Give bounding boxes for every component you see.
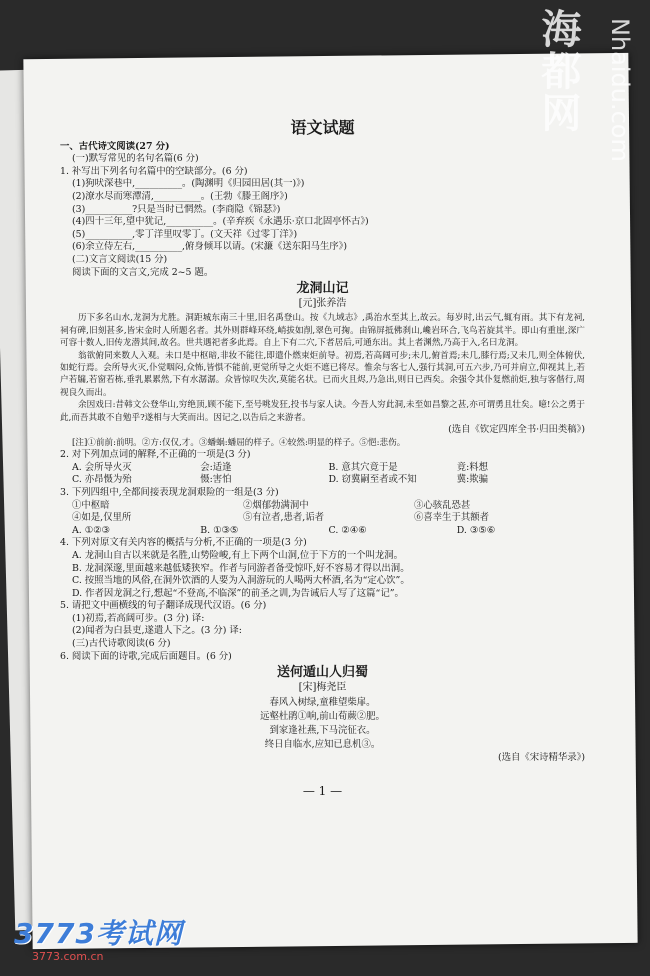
q2-row <box>60 474 585 487</box>
q3-choice: A. ①②③ <box>72 524 110 536</box>
poem-line: 春风入树绿,童稚望柴扉。 <box>269 697 376 709</box>
passage-title: 龙洞山记 <box>296 281 349 297</box>
poem-line: 远壑杜鹃①响,前山荀蕨②肥。 <box>260 711 385 723</box>
q2-option-d: D. 窃冀嗣至者或不知 <box>328 474 417 486</box>
q4-option: C. 按照当地的风俗,在洞外饮酒的人要为入洞游玩的人喝两大杯酒,名为“定心饮”。 <box>72 575 410 587</box>
q3-choices <box>60 525 585 538</box>
q4-option: D. 作者因龙洞之行,想起“不登高,不临深”的前圣之训,为告诫后人写了这篇“记”。 <box>72 587 404 599</box>
q1-item: (1)狗吠深巷中,__________。(陶渊明《归园田居(其一)》) <box>72 178 305 190</box>
question-5: 5. 请把文中画横线的句子翻译成现代汉语。(6 分) <box>60 600 267 612</box>
question-4: 4. 下列对原文有关内容的概括与分析,不正确的一项是(3 分) <box>60 537 307 549</box>
passage-author: [元]张养浩 <box>298 297 347 309</box>
poem-source: (选自《宋诗精华录》) <box>498 752 585 764</box>
watermark-cn: 海都网 <box>535 8 581 134</box>
q5-item: (1)初焉,若高阔可步。(3 分) 译: <box>72 612 205 624</box>
watermark-en: Nhaidu.com <box>606 18 634 162</box>
q3-item: ③心骇乱恐甚 <box>414 499 471 511</box>
q3-choice: C. ②④⑥ <box>328 524 367 536</box>
passage-paragraph: 余因戏曰:昔韩文公登华山,穷绝顶,顾不能下,至号咷发狂,投书与家人诀。今吾人穷此洞,未至如昌黎之甚,亦可谓勇且壮矣。噫!公之勇于此,而吾其敢不自勉乎?遂相与大笑而出。因记之,以告后之来游者。 <box>60 400 585 423</box>
poem-title: 送何遁山人归蜀 <box>276 665 368 681</box>
q2-option-c-gloss: 慑:害怕 <box>200 474 232 486</box>
q3-item: ⑤有泣者,患者,诟者 <box>243 512 324 524</box>
section-heading: 一、古代诗文阅读(27 分) <box>60 140 170 152</box>
question-1: 1. 补写出下列名句名篇中的空缺部分。(6 分) <box>60 165 248 177</box>
q3-item: ④如是,仅里所 <box>72 512 132 524</box>
page-number: — 1 — <box>302 784 343 799</box>
logo-main-text: 3773考试网 <box>14 917 183 950</box>
passage-paragraph: 翁欲俯同来数人入观。未口是中枢暗,非妆不能往,即遣仆燃束炬前导。初焉,若高阔可步;未几,俯首焉;未几,膝行焉;又未几,则全体俯伏,如蛇行焉。会所导火灭,仆觉咽闷,众怖,皆惧不能前,更觉所导之火炬不遮已将尽。惟余与客七人,强行其洞,可五六步,乃可并肩立,仰视其上,若户若牖,若窗若栋,垂乳累累然,下有水潺潺。众皆惊叹失次,莫能名状。已而火且烬,乃急出,则日已西矣。余强令其仆复燃前炬,独与客偕行,周视良久而出。 <box>60 350 585 398</box>
q1-item: (2)潦水尽而寒潭清,__________。(王勃《滕王阁序》) <box>72 190 288 202</box>
poem-line: 到家逢社燕,下马浣征衣。 <box>269 725 376 737</box>
question-3: 3. 下列四组中,全都间接表现龙洞艰险的一组是(3 分) <box>60 486 279 498</box>
q2-option-b-gloss: 竟:料想 <box>456 461 489 473</box>
passage-source: (选自《钦定四库全书·归田类稿》) <box>448 423 585 435</box>
question-2: 2. 对下列加点词的解释,不正确的一项是(3 分) <box>60 449 251 461</box>
q3-row <box>60 500 585 513</box>
q2-option-c: C. 亦昂慑为殆 <box>72 474 132 486</box>
q2-option-a-gloss: 会:适逢 <box>200 461 232 473</box>
reading-instruction: 阅读下面的文言文,完成 2~5 题。 <box>72 266 214 278</box>
q3-item: ②烟郁勃满洞中 <box>243 499 309 511</box>
question-6: 6. 阅读下面的诗歌,完成后面题目。(6 分) <box>60 650 232 662</box>
q2-option-d-gloss: 冀:欺骗 <box>456 474 489 486</box>
q1-item: (3)__________?只是当时已惘然。(李商隐《锦瑟》) <box>72 203 281 215</box>
q2-option-a: A. 会所导火灭 <box>72 461 132 473</box>
poem-author: [宋]梅尧臣 <box>298 681 347 693</box>
q3-choice: B. ①③⑤ <box>200 524 239 536</box>
q3-item: ①中枢暗 <box>72 499 110 511</box>
exam-content <box>60 110 585 798</box>
site-logo <box>14 912 183 963</box>
subsection-heading: (二)文言文阅读(15 分) <box>72 253 168 265</box>
q1-item: (5)__________,零丁洋里叹零丁。(文天祥《过零丁洋》) <box>72 228 298 240</box>
subsection-heading: (一)默写常见的名句名篇(6 分) <box>72 153 199 165</box>
q2-option-b: B. 意其穴竟于是 <box>328 461 398 473</box>
q4-option: B. 龙洞深邃,里面越来越低矮狭窄。作者与同游者备受惊吓,好不容易才得以出洞。 <box>72 562 410 574</box>
q5-item: (2)闻者为白县吏,遂遣人下之。(3 分) 译: <box>72 625 242 637</box>
q2-row <box>60 462 585 475</box>
page-title: 语文试题 <box>290 118 355 137</box>
q1-item: (4)四十三年,望中犹记,__________。(辛弃疾《永遇乐·京口北固亭怀古》) <box>72 216 369 228</box>
watermark <box>524 8 634 193</box>
passage-notes: [注]①前前:前明。②方:仅仅,才。③蟠蜗:蟠屈的样子。④较然:明显的样子。⑤悒:悲伤。 <box>72 437 406 448</box>
poem-line: 终日自临水,应知已息机③。 <box>264 739 381 751</box>
logo-url: 3773.com.cn <box>32 950 104 963</box>
q4-option: A. 龙洞山自古以来就是名胜,山势险峻,有上下两个山洞,位于下方的一个叫龙洞。 <box>72 549 404 561</box>
q3-choice: D. ③⑤⑥ <box>456 524 496 536</box>
q1-item: (6)余立侍左右,__________,俯身倾耳以请。(宋濂《送东阳马生序》) <box>72 241 347 253</box>
passage-paragraph: 历下多名山水,龙洞为尤胜。洞距城东南三十里,旧名禹登山。按《九域志》,禹治水至其上,故云。每岁时,出云气,辄有雨。其下有龙祠,祠有碑,旧刻甚多,皆宋金时人所题名者。其外则群峰环绕,峭拔如削,翠色可掬。由锦屏抵佛刹山,巉岩环合,飞鸟若旋其半。即山有重崖,深广可容十数人,旧传龙潜其间,故名。世共遇祀者多此焉。自上下有二穴,下者居后,可通东出。其上者渊然,乃高于入,名曰龙洞。 <box>60 313 585 349</box>
subsection-heading: (三)古代诗歌阅读(6 分) <box>72 638 171 650</box>
q3-row <box>60 512 585 525</box>
q3-item: ⑥喜幸生于其额者 <box>414 512 490 524</box>
